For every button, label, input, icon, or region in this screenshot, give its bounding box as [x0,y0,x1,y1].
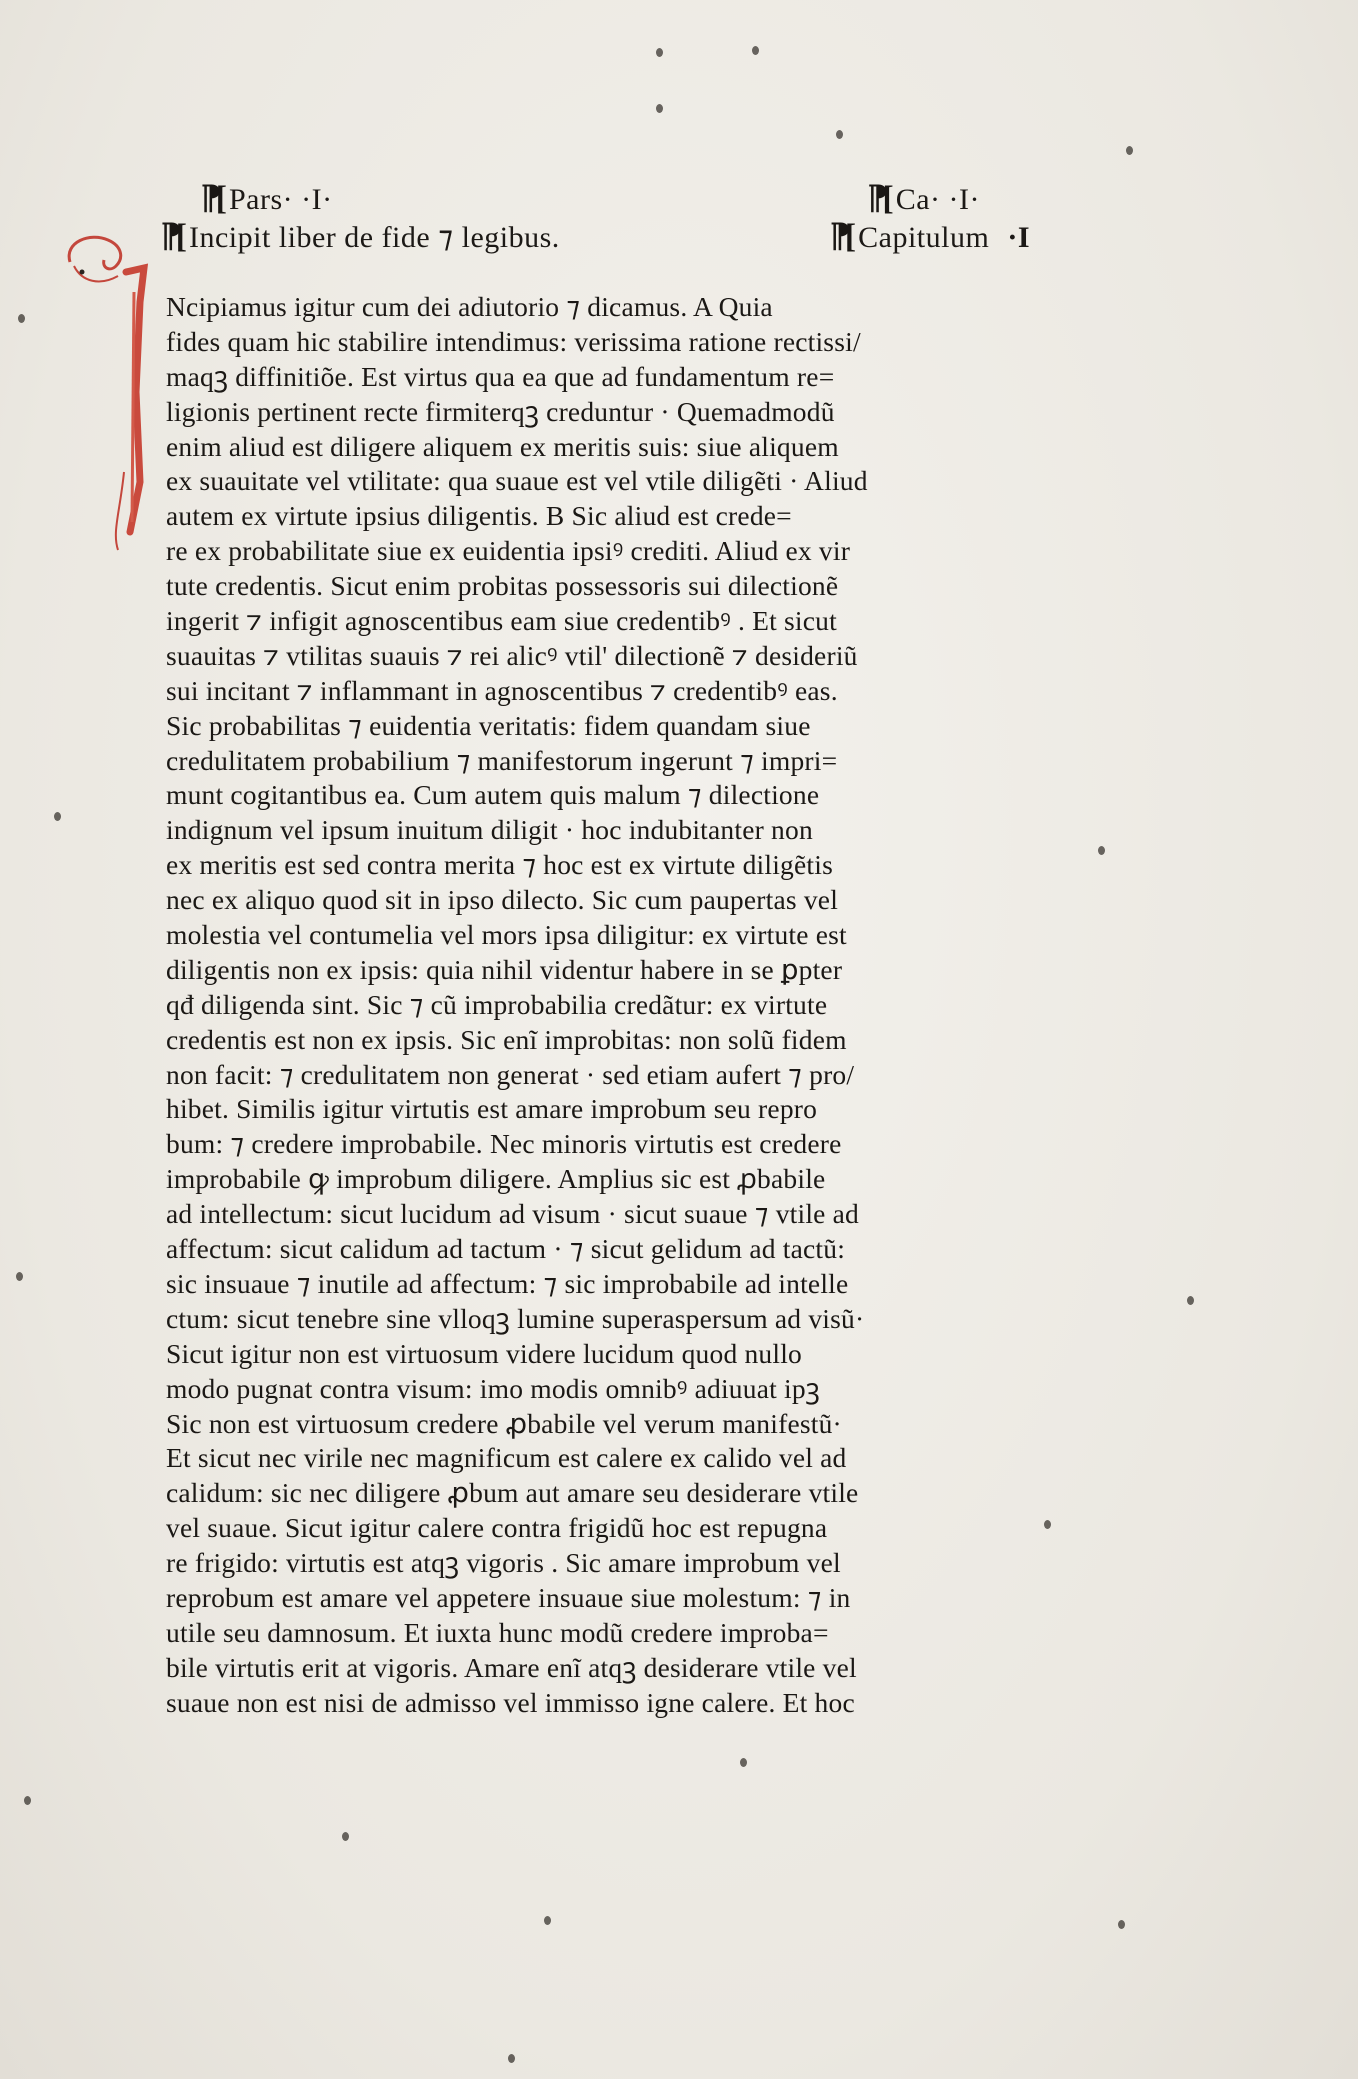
text-line: improbabile ꝙ improbum diligere. Amplius sic est ꝓbabile [166,1163,826,1195]
text-line: diligentis non ex ipsis: quia nihil videntur habere in se ꝑpter [166,953,843,985]
text-line: vel suaue. Sicut igitur calere contra frigidũ hoc est repugna [166,1512,828,1544]
text-line: modo pugnat contra visum: imo modis omnibꝰ adiuuat ipꝫ [166,1372,821,1404]
text-line: ad intellectum: sicut lucidum ad visum · sicut suaue ⁊ vtile ad [166,1198,859,1230]
wormhole-mark [656,48,663,57]
incipit-title: Incipit liber de fide ⁊ legibus. [188,221,560,254]
text-line: Et sicut nec virile nec magnificum est calere ex calido vel ad [166,1442,847,1474]
capitulum-short-label: Ca· ·I· [895,183,980,216]
text-line: suaue non est nisi de admisso vel immisso igne calere. Et hoc [166,1686,855,1718]
text-line: maqꝫ diffinitiõe. Est virtus qua ea que ad fundamentum re= [166,360,835,392]
text-line: ex meritis est sed contra merita ⁊ hoc est ex virtute diligẽtis [166,849,833,881]
text-line: suauitas ⁊ vtilitas suauis ⁊ rei alicꝰ vtil' dilectionẽ ⁊ desideriũ [166,639,858,671]
text-line: Ncipiamus igitur cum dei adiutorio ⁊ dicamus. A Quia [166,291,773,322]
capitulum-number: ·I [1007,221,1030,254]
text-line: ligionis pertinent recte firmiterqꝫ creduntur · Quemadmodũ [166,395,835,427]
pilcrow-icon: ⁋[ [160,218,181,255]
wormhole-mark [18,314,25,323]
text-line: re ex probabilitate siue ex euidentia ipsiꝰ crediti. Aliud ex vir [166,535,851,567]
header-row-incipit [160,216,1030,256]
text-line: autem ex virtute ipsius diligentis. B Sic aliud est crede= [166,500,792,532]
text-line: credulitatem probabilium ⁊ manifestorum ingerunt ⁊ impri= [166,744,838,776]
text-line: fides quam hic stabilire intendimus: verissima ratione rectissi/ [166,325,861,357]
wormhole-mark [24,1796,31,1805]
text-line: ingerit ⁊ infigit agnoscentibus eam siue credentibꝰ . Et sicut [166,605,837,637]
pars-label: Pars· ·I· [228,183,333,216]
wormhole-mark [1098,846,1105,855]
wormhole-mark [1044,1520,1051,1529]
text-line: enim aliud est diligere aliquem ex meritis suis: siue aliquem [166,430,839,462]
wormhole-mark [16,1272,23,1281]
wormhole-mark [1187,1296,1194,1305]
text-line: reprobum est amare vel appetere insuaue siue molestum: ⁊ in [166,1581,851,1613]
pilcrow-icon: ⁋[ [200,180,221,217]
text-line: ctum: sicut tenebre sine vlloqꝫ lumine superaspersum ad visũ· [166,1302,865,1334]
text-line: calidum: sic nec diligere ꝓbum aut amare seu desiderare vtile [166,1477,859,1509]
wormhole-mark [1118,1920,1125,1929]
text-line: affectum: sicut calidum ad tactum · ⁊ sicut gelidum ad tactũ: [166,1233,846,1265]
pilcrow-icon: ⁋[ [866,180,888,217]
text-line: bile virtutis erit at vigoris. Amare enĩ atqꝫ desiderare vtile vel [166,1651,857,1683]
capitulum-label: Capitulum [858,221,990,254]
text-line: nec ex aliquo quod sit in ipso dilecto. Sic cum paupertas vel [166,884,839,916]
text-line: re frigido: virtutis est atqꝫ vigoris . Sic amare improbum vel [166,1547,841,1579]
wormhole-mark [508,2054,515,2063]
pilcrow-icon: ⁋[ [829,218,851,255]
wormhole-mark [752,46,759,55]
wormhole-mark [1126,146,1133,155]
text-line: molestia vel contumelia vel mors ipsa diligitur: ex virtute est [166,919,847,951]
text-line: Sic non est virtuosum credere ꝓbabile vel verum manifestũ· [166,1407,842,1439]
text-line: utile seu damnosum. Et iuxta hunc modũ credere improba= [166,1616,829,1648]
text-line: non facit: ⁊ credulitatem non generat · sed etiam aufert ⁊ pro/ [166,1058,855,1090]
wormhole-mark [54,812,61,821]
wormhole-mark [656,104,663,113]
text-line: hibet. Similis igitur virtutis est amare improbum seu repro [166,1093,818,1125]
text-line: ex suauitate vel vtilitate: qua suaue est vel vtile diligẽti · Aliud [166,465,868,497]
wormhole-mark [740,1758,747,1767]
text-line: munt cogitantibus ea. Cum autem quis malum ⁊ dilectione [166,779,820,811]
wormhole-mark [544,1916,551,1925]
text-line: indignum vel ipsum inuitum diligit · hoc indubitanter non [166,814,813,846]
text-line: credentis est non ex ipsis. Sic enĩ improbitas: non solũ fidem [166,1023,847,1055]
text-line: qđ diligenda sint. Sic ⁊ cũ improbabilia credãtur: ex virtute [166,988,828,1020]
text-line: Sic probabilitas ⁊ euidentia veritatis: fidem quandam siue [166,709,811,741]
text-line: sic insuaue ⁊ inutile ad affectum: ⁊ sic improbabile ad intelle [166,1267,849,1299]
text-line: tute credentis. Sicut enim probitas possessoris sui dilectionẽ [166,570,839,602]
wormhole-mark [342,1832,349,1841]
rubricated-initial-i [60,232,160,552]
wormhole-mark [836,130,843,139]
text-line: bum: ⁊ credere improbabile. Nec minoris virtutis est credere [166,1128,842,1160]
text-line: sui incitant ⁊ inflammant in agnoscentibus ⁊ credentibꝰ eas. [166,674,838,706]
body-text [166,290,1024,1721]
text-line: Sicut igitur non est virtuosum videre lucidum quod nullo [166,1337,803,1369]
header-row-pars [160,178,1030,218]
